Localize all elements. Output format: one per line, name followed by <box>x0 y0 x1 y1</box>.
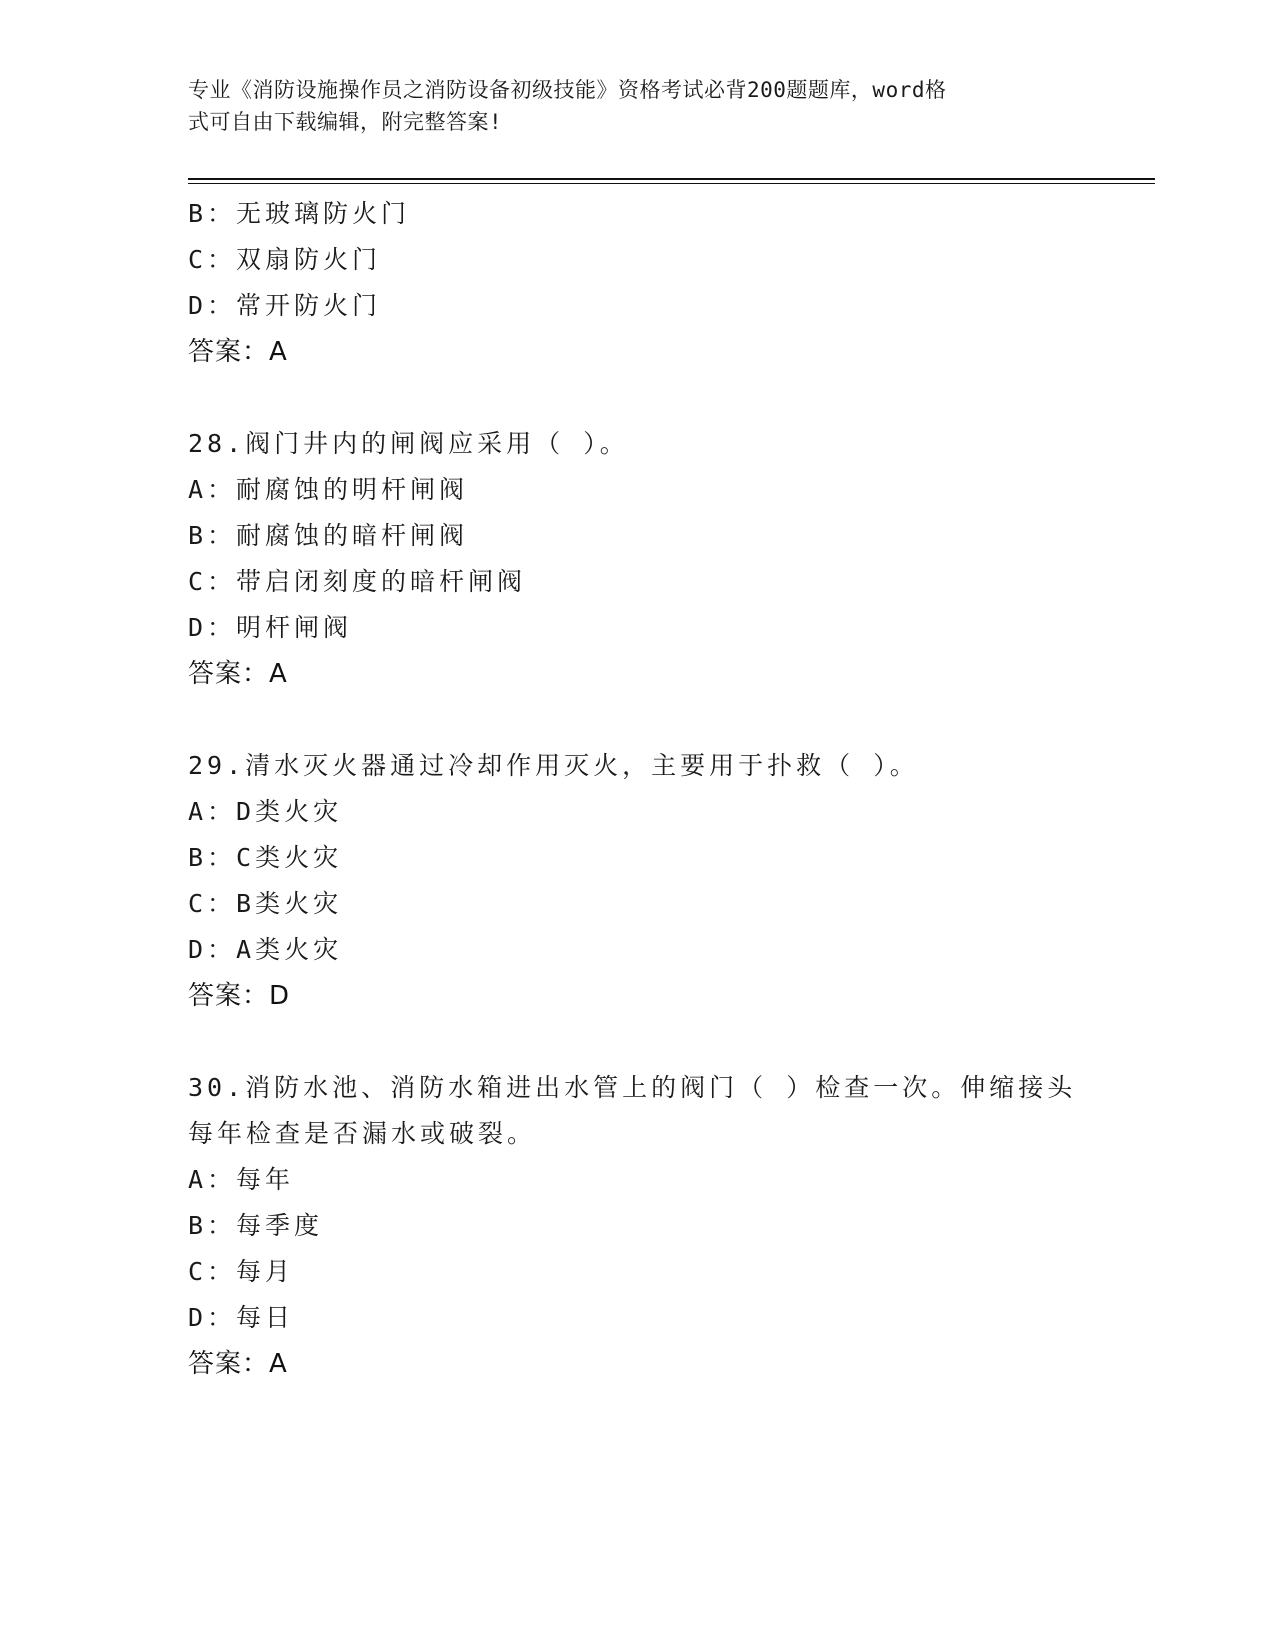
spacer <box>188 375 1088 421</box>
question-block-29 <box>188 743 1088 1019</box>
header-divider-thick <box>188 178 1155 180</box>
question-block-30 <box>188 1065 1088 1387</box>
option-b: B：耐腐蚀的暗杆闸阀 <box>188 521 469 550</box>
question-stem: 29.清水灭火器通过冷却作用灭火，主要用于扑救（ ）。 <box>188 751 919 780</box>
document-header <box>188 74 1068 138</box>
option-a: A：每年 <box>188 1165 295 1194</box>
option-a: A：耐腐蚀的明杆闸阀 <box>188 475 469 504</box>
option-c: C：带启闭刻度的暗杆闸阀 <box>188 567 527 596</box>
header-divider-thin <box>188 183 1155 184</box>
option-d: D：每日 <box>188 1303 295 1332</box>
answer-line: 答案：D <box>188 981 291 1011</box>
option-d: D：明杆闸阀 <box>188 613 353 642</box>
option-a: A：D类火灾 <box>188 797 343 826</box>
header-line-2: 式可自由下载编辑，附完整答案! <box>188 110 503 134</box>
question-stem: 28.阀门井内的闸阀应采用（ ）。 <box>188 429 629 458</box>
option-b: B：无玻璃防火门 <box>188 199 411 228</box>
option-c: C：每月 <box>188 1257 295 1286</box>
header-line-1: 专业《消防设施操作员之消防设备初级技能》资格考试必背200题题库，word格 <box>188 78 947 102</box>
option-d: D：A类火灾 <box>188 935 343 964</box>
option-c: C：双扇防火门 <box>188 245 382 274</box>
answer-line: 答案：A <box>188 1349 288 1379</box>
question-block-continued <box>188 191 1088 375</box>
question-stem-line-2: 每年检查是否漏水或破裂。 <box>188 1119 537 1148</box>
option-b: B：每季度 <box>188 1211 324 1240</box>
spacer <box>188 1019 1088 1065</box>
option-d: D：常开防火门 <box>188 291 382 320</box>
question-stem-line-1: 30.消防水池、消防水箱进出水管上的阀门（ ）检查一次。伸缩接头 <box>188 1073 1077 1102</box>
answer-line: 答案：A <box>188 337 288 367</box>
question-list <box>188 191 1088 1387</box>
option-b: B：C类火灾 <box>188 843 343 872</box>
spacer <box>188 697 1088 743</box>
answer-line: 答案：A <box>188 659 288 689</box>
question-block-28 <box>188 421 1088 697</box>
option-c: C：B类火灾 <box>188 889 343 918</box>
